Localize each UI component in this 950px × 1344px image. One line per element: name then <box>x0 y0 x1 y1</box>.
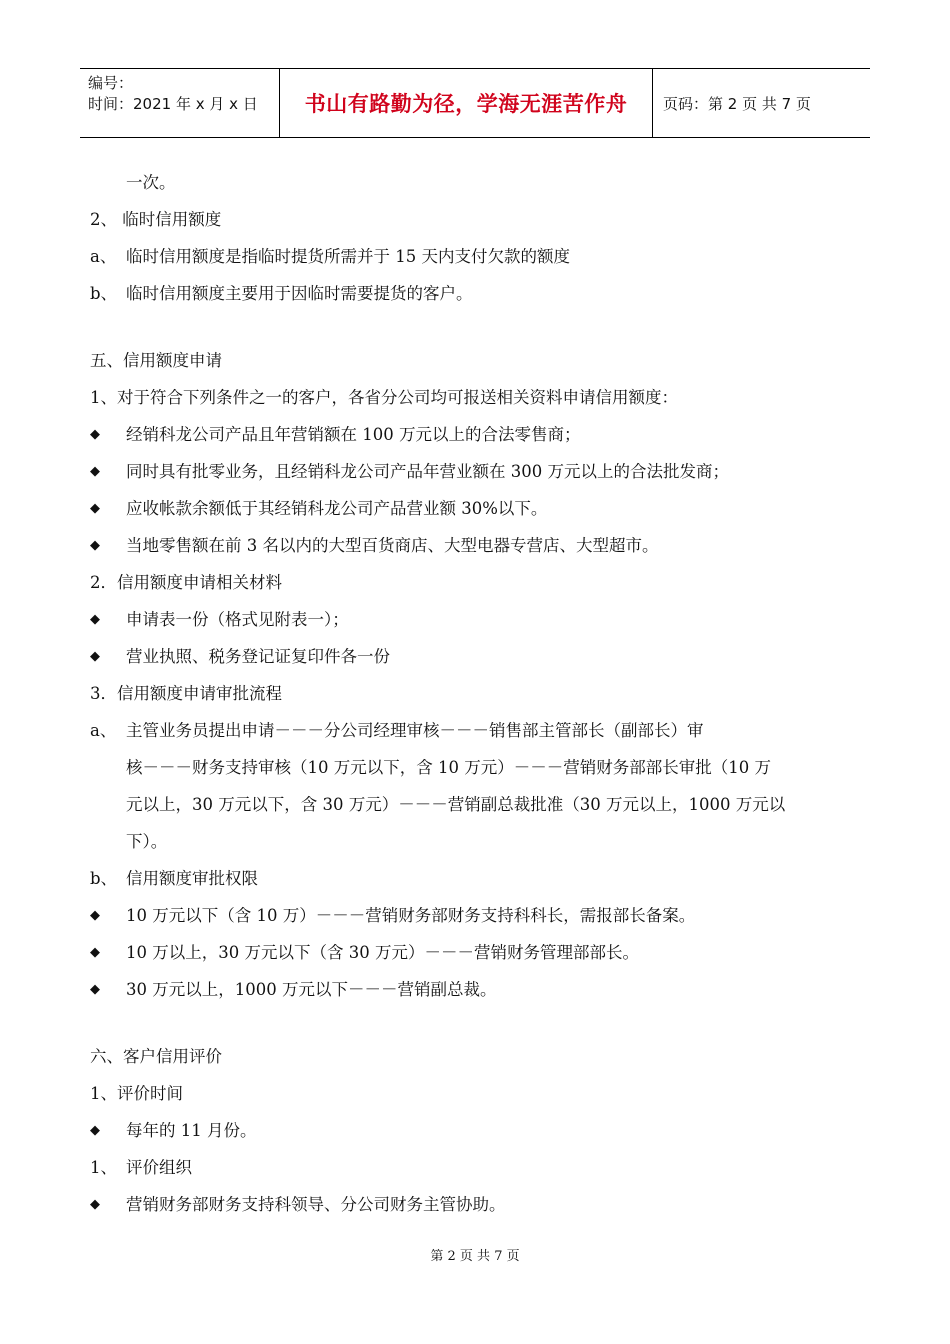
bullet-text: 营销财务部财务支持科领导、分公司财务主管协助。 <box>126 1195 506 1214</box>
list-item <box>90 275 870 312</box>
diamond-bullet-icon: ◆ <box>90 427 100 442</box>
section-item: 2、 临时信用额度 <box>90 210 222 229</box>
document-body <box>90 164 870 1223</box>
bullet-item <box>90 638 870 675</box>
diamond-bullet-icon: ◆ <box>90 1123 100 1138</box>
list-marker: b、 <box>90 284 118 303</box>
bullet-text: 申请表一份（格式见附表一）； <box>126 610 349 629</box>
section-item: 1、评价时间 <box>90 1084 183 1103</box>
paragraph-line: 1、对于符合下列条件之一的客户，各省分公司均可报送相关资料申请信用额度： <box>90 388 678 407</box>
list-item <box>90 712 870 749</box>
diamond-bullet-icon: ◆ <box>90 501 100 516</box>
list-marker: 1、 <box>90 1158 117 1177</box>
bullet-text: 同时具有批零业务，且经销科龙公司产品年营业额在 300 万元以上的合法批发商； <box>126 462 729 481</box>
list-item-text: 信用额度审批权限 <box>126 869 258 888</box>
diamond-bullet-icon: ◆ <box>90 649 100 664</box>
list-item <box>90 1149 870 1186</box>
bullet-item <box>90 453 870 490</box>
bullet-text: 10 万元以下（含 10 万）－－－营销财务部财务支持科科长，需报部长备案。 <box>126 906 696 925</box>
diamond-bullet-icon: ◆ <box>90 908 100 923</box>
list-item-text: 评价组织 <box>126 1158 192 1177</box>
section-heading: 六、客户信用评价 <box>90 1047 222 1066</box>
bullet-text: 10 万以上，30 万元以下（含 30 万元）－－－营销财务管理部部长。 <box>126 943 639 962</box>
list-item <box>90 238 870 275</box>
diamond-bullet-icon: ◆ <box>90 982 100 997</box>
list-item <box>90 860 870 897</box>
paragraph-line: 元以上，30 万元以下，含 30 万元）－－－营销副总裁批准（30 万元以上，1000 万元以 <box>126 795 786 814</box>
paragraph-line: 一次。 <box>126 173 176 192</box>
bullet-text: 营业执照、税务登记证复印件各一份 <box>126 647 390 666</box>
diamond-bullet-icon: ◆ <box>90 945 100 960</box>
document-number-label: 编号： <box>88 74 134 92</box>
bullet-item <box>90 601 870 638</box>
header-page-info: 页码：第 2 页 共 7 页 <box>663 94 811 113</box>
bullet-item <box>90 934 870 971</box>
document-date: 时间：2021 年 x 月 x 日 <box>88 95 258 113</box>
section-heading: 五、信用额度申请 <box>90 351 222 370</box>
bullet-item <box>90 1186 870 1223</box>
section-item: 2．信用额度申请相关材料 <box>90 573 282 592</box>
page-footer: 第 2 页 共 7 页 <box>430 1249 520 1264</box>
bullet-item <box>90 971 870 1008</box>
header-motto: 书山有路勤为径，学海无涯苦作舟 <box>280 69 653 137</box>
bullet-item <box>90 490 870 527</box>
bullet-text: 当地零售额在前 3 名以内的大型百货商店、大型电器专营店、大型超市。 <box>126 536 659 555</box>
list-item-text: 临时信用额度是指临时提货所需并于 15 天内支付欠款的额度 <box>126 247 570 266</box>
section-item: 3．信用额度申请审批流程 <box>90 684 282 703</box>
diamond-bullet-icon: ◆ <box>90 538 100 553</box>
bullet-text: 30 万元以上，1000 万元以下－－－营销副总裁。 <box>126 980 497 999</box>
bullet-item <box>90 527 870 564</box>
bullet-item <box>90 1112 870 1149</box>
bullet-text: 每年的 11 月份。 <box>126 1121 257 1140</box>
bullet-item <box>90 416 870 453</box>
list-marker: a、 <box>90 247 117 266</box>
list-marker: a、 <box>90 721 117 740</box>
diamond-bullet-icon: ◆ <box>90 1197 100 1212</box>
paragraph-line: 核－－－财务支持审核（10 万元以下，含 10 万元）－－－营销财务部部长审批（10 万 <box>126 758 771 777</box>
page-header <box>80 68 870 138</box>
header-meta <box>80 69 280 137</box>
list-item-text: 主管业务员提出申请－－－分公司经理审核－－－销售部主管部长（副部长）审 <box>126 721 704 740</box>
diamond-bullet-icon: ◆ <box>90 464 100 479</box>
diamond-bullet-icon: ◆ <box>90 612 100 627</box>
list-marker: b、 <box>90 869 118 888</box>
bullet-text: 经销科龙公司产品且年营销额在 100 万元以上的合法零售商； <box>126 425 581 444</box>
list-item-text: 临时信用额度主要用于因临时需要提货的客户。 <box>126 284 473 303</box>
bullet-text: 应收帐款余额低于其经销科龙公司产品营业额 30%以下。 <box>126 499 548 518</box>
paragraph-line: 下）。 <box>126 832 168 851</box>
bullet-item <box>90 897 870 934</box>
